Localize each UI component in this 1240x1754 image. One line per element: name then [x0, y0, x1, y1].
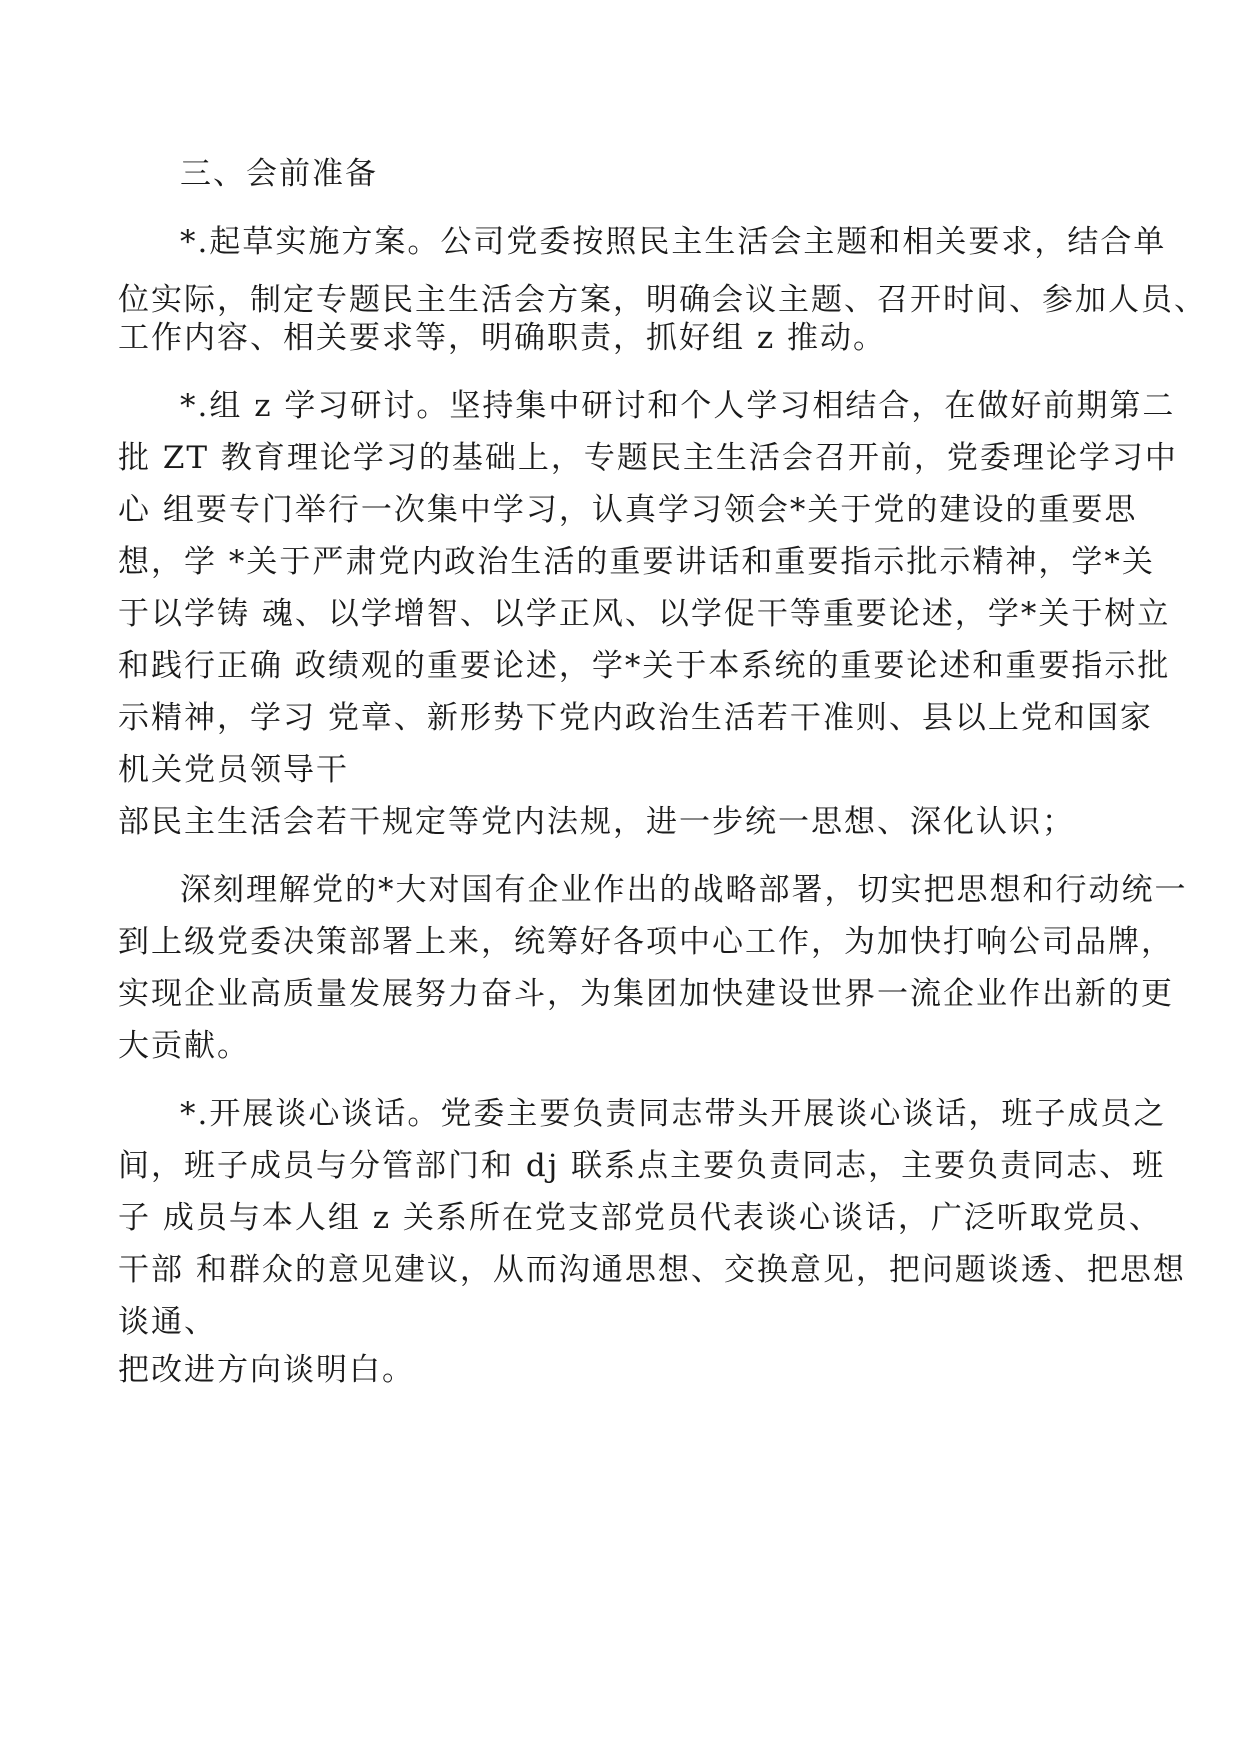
paragraph-4-line-2: 间，班子成员与分管部门和 dj 联系点主要负责同志，主要负责同志、班 — [118, 1148, 1166, 1184]
paragraph-2-line-9: 部民主生活会若干规定等党内法规，进一步统一思想、深化认识； — [118, 804, 1075, 840]
paragraph-4-line-6: 把改进方向谈明白。 — [118, 1352, 415, 1388]
paragraph-1-line-3: 工作内容、相关要求等，明确职责，抓好组 z 推动。 — [118, 320, 887, 356]
paragraph-3-line-4: 大贡献。 — [118, 1028, 250, 1064]
paragraph-2-line-1: *.组 z 学习研讨。坚持集中研讨和个人学习相结合，在做好前期第二 — [180, 388, 1176, 424]
paragraph-2-line-2: 批 ZT 教育理论学习的基础上，专题民主生活会召开前，党委理论学习中 — [118, 440, 1178, 476]
paragraph-2-line-7: 示精神，学习 党章、新形势下党内政治生活若干准则、县以上党和国家 — [118, 700, 1153, 736]
paragraph-3-line-1: 深刻理解党的*大对国有企业作出的战略部署，切实把思想和行动统一 — [180, 872, 1188, 908]
paragraph-2-line-4: 想，学 *关于严肃党内政治生活的重要讲话和重要指示批示精神，学*关 — [118, 544, 1155, 580]
paragraph-4-line-5: 谈通、 — [118, 1304, 217, 1340]
paragraph-1-line-1: *.起草实施方案。公司党委按照民主生活会主题和相关要求，结合单 — [180, 224, 1167, 260]
paragraph-4-line-3: 子 成员与本人组 z 关系所在党支部党员代表谈心谈话，广泛听取党员、 — [118, 1200, 1162, 1236]
paragraph-4-line-4: 干部 和群众的意见建议，从而沟通思想、交换意见，把问题谈透、把思想 — [118, 1252, 1186, 1288]
paragraph-3-line-2: 到上级党委决策部署上来，统筹好各项中心工作，为加快打响公司品牌， — [118, 924, 1174, 960]
paragraph-2-line-6: 和践行正确 政绩观的重要论述，学*关于本系统的重要论述和重要指示批 — [118, 648, 1171, 684]
section-heading: 三、会前准备 — [180, 156, 378, 192]
paragraph-4-line-1: *.开展谈心谈话。党委主要负责同志带头开展谈心谈话，班子成员之 — [180, 1096, 1167, 1132]
paragraph-2-line-5: 于以学铸 魂、以学增智、以学正风、以学促干等重要论述，学*关于树立 — [118, 596, 1171, 632]
paragraph-3-line-3: 实现企业高质量发展努力奋斗，为集团加快建设世界一流企业作出新的更 — [118, 976, 1174, 1012]
paragraph-2-line-3: 心 组要专门举行一次集中学习，认真学习领会*关于党的建设的重要思 — [118, 492, 1138, 528]
paragraph-1-line-2: 位实际，制定专题民主生活会方案，明确会议主题、召开时间、参加人员、 — [118, 282, 1207, 318]
paragraph-2-line-8: 机关党员领导干 — [118, 752, 349, 788]
